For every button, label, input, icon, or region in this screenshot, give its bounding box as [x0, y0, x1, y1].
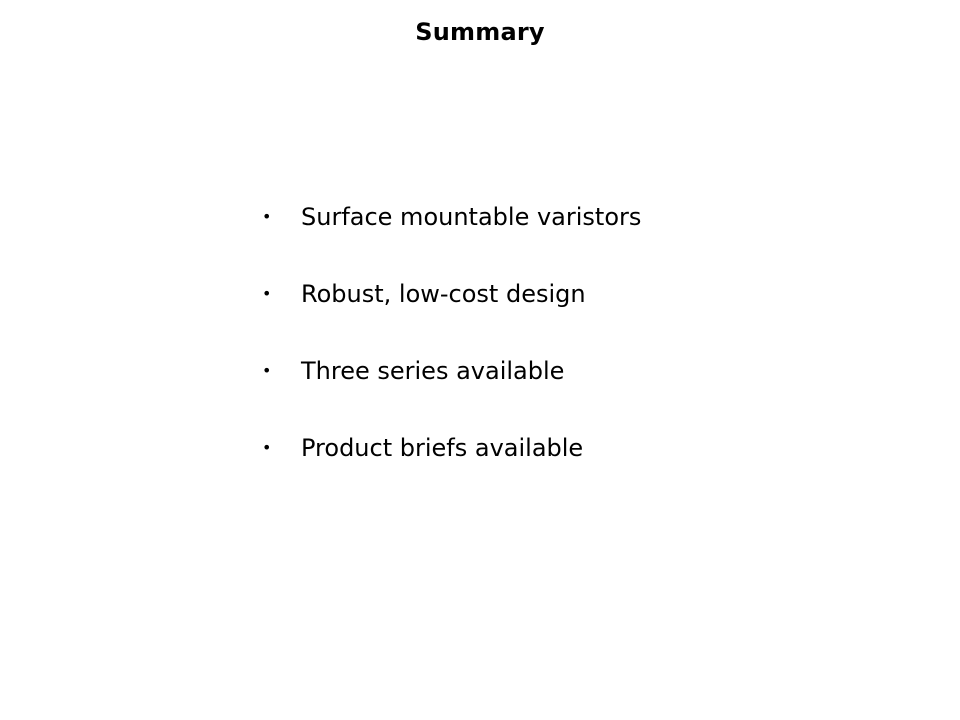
bullet-text: Three series available: [301, 357, 565, 385]
bullet-icon: •: [262, 207, 272, 226]
bullet-icon: •: [262, 361, 272, 380]
bullet-text: Surface mountable varistors: [301, 203, 642, 231]
bullet-icon: •: [262, 438, 272, 457]
bullet-text: Product briefs available: [301, 434, 584, 462]
list-item: [262, 275, 641, 313]
slide-title: Summary: [415, 18, 545, 46]
list-item: [262, 198, 641, 236]
bullet-text: Robust, low-cost design: [301, 280, 586, 308]
list-item: [262, 429, 641, 467]
bullet-list: [262, 198, 641, 506]
bullet-icon: •: [262, 284, 272, 303]
list-item: [262, 352, 641, 390]
